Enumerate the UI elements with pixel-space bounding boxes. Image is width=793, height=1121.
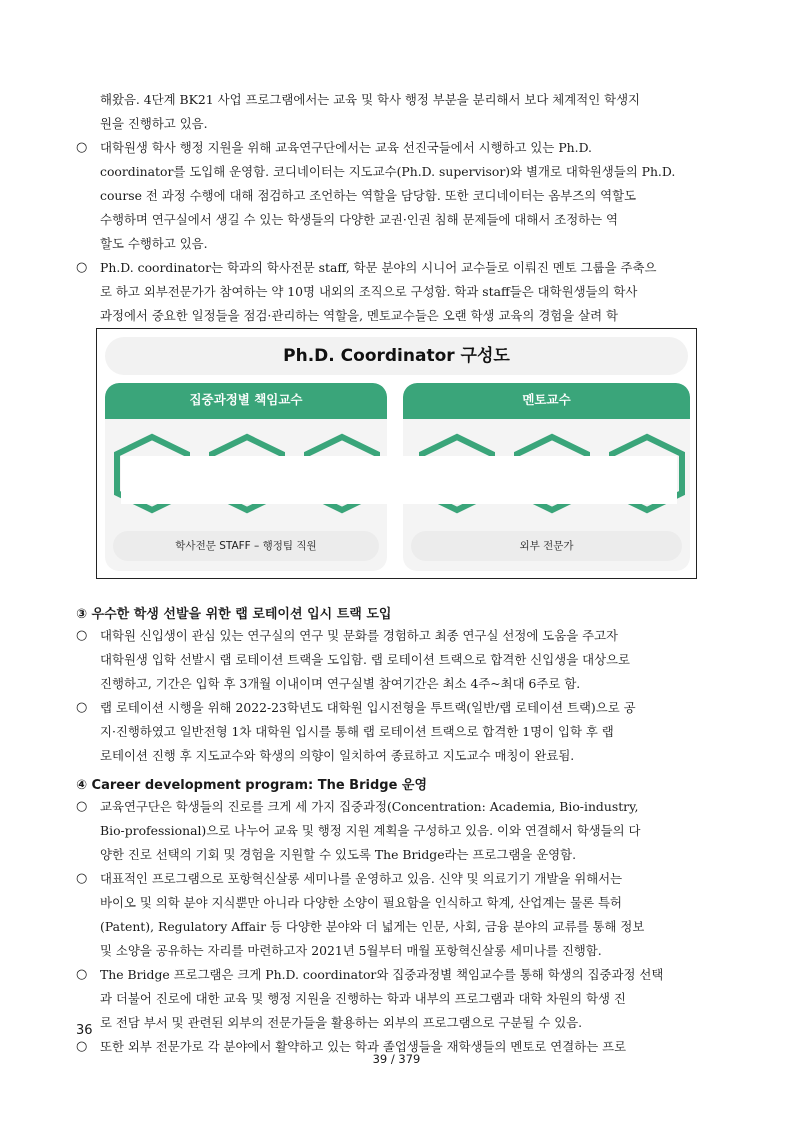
text-line: Bio-professional)으로 나누어 교육 및 행정 지원 계획을 구성하고 있음. 이와 연결해서 학생들의 다 bbox=[100, 823, 641, 838]
text-line: 교육연구단은 학생들의 진로를 크게 세 가지 집중과정(Concentration: Academia, Bio-industry, bbox=[100, 799, 639, 814]
text-line: 할도 수행하고 있음. bbox=[100, 236, 208, 251]
text-line: Ph.D. coordinator는 학과의 학사전문 staff, 학문 분야의 시니어 교수들로 이뤄진 멘토 그룹을 주축으 bbox=[100, 260, 657, 275]
text-line: 로 전담 부서 및 관련된 외부의 전문가들을 활용하는 외부의 프로그램으로 구분될 수 있음. bbox=[100, 1015, 583, 1030]
left-panel-footer: 학사전문 STAFF – 행정팀 직원 bbox=[113, 531, 379, 561]
text-line: 대표적인 프로그램으로 포항혁신살롱 세미나를 운영하고 있음. 신약 및 의료기기 개발을 위해서는 bbox=[100, 871, 623, 886]
paragraph bbox=[100, 963, 663, 1035]
right-panel-header: 멘토교수 bbox=[403, 383, 690, 419]
section3-title: 우수한 학생 선발을 위한 랩 로테이션 입시 트랙 도입 bbox=[91, 607, 392, 622]
text-line: 로 하고 외부전문가가 참여하는 약 10명 내외의 조직으로 구성함. 학과 staff들은 대학원생들의 학사 bbox=[100, 284, 638, 299]
text-line: 또한 외부 전문가로 각 분야에서 활약하고 있는 학과 졸업생들을 재학생들의 멘토로 연결하는 프로 bbox=[100, 1039, 627, 1054]
paragraph bbox=[100, 696, 636, 768]
paragraph bbox=[100, 867, 644, 963]
text-line: (Patent), Regulatory Affair 등 다양한 분야와 더 넓게는 인문, 사회, 금융 분야의 교류를 통해 정보 bbox=[100, 919, 645, 934]
section4-title: Career development program: The Bridge 운영 bbox=[91, 778, 428, 793]
section4-number: ④ bbox=[76, 778, 88, 793]
text-line: 과정에서 중요한 일정들을 점검·관리하는 역할을, 멘토교수들은 오랜 학생 교육의 경험을 살려 학 bbox=[100, 308, 619, 323]
paragraph bbox=[100, 795, 640, 867]
bullet-mark: ○ bbox=[76, 1039, 88, 1054]
right-panel-footer: 외부 전문가 bbox=[411, 531, 682, 561]
text-line: 지·진행하였고 일반전형 1차 대학원 입시를 통해 랩 로테이션 트랙으로 합격한 1명이 입학 후 랩 bbox=[100, 724, 614, 739]
text-line: 및 소양을 공유하는 자리를 마련하고자 2021년 5월부터 매월 포항혁신살롱 세미나를 진행함. bbox=[100, 943, 602, 958]
bullet-mark: ○ bbox=[76, 628, 88, 643]
text-line: coordinator를 도입해 운영함. 코디네이터는 지도교수(Ph.D. supervisor)와 별개로 대학원생들의 Ph.D. bbox=[100, 164, 676, 179]
text-line: 대학원 신입생이 관심 있는 연구실의 연구 및 문화를 경험하고 최종 연구실 선정에 도움을 주고자 bbox=[100, 628, 619, 643]
diagram-title: Ph.D. Coordinator 구성도 bbox=[105, 337, 688, 375]
text-line: course 전 과정 수행에 대해 점검하고 조언하는 역할을 담당함. 또한 코디네이터는 옴부즈의 역할도 bbox=[100, 188, 637, 203]
text-line: 수행하며 연구실에서 생길 수 있는 학생들의 다양한 교권·인권 침해 문제들에 대해서 조정하는 역 bbox=[100, 212, 619, 227]
text-line: 랩 로테이션 시행을 위해 2022-23학년도 대학원 입시전형을 투트랙(일반/랩 로테이션 트랙)으로 공 bbox=[100, 700, 636, 715]
bullet-mark: ○ bbox=[76, 967, 88, 982]
text-line: 바이오 및 의학 분야 지식뿐만 아니라 다양한 소양이 필요함을 인식하고 학계, 산업계는 물론 특허 bbox=[100, 895, 622, 910]
paragraph bbox=[100, 88, 640, 136]
section3-heading bbox=[76, 603, 391, 622]
text-line: 해왔음. 4단계 BK21 사업 프로그램에서는 교육 및 학사 행정 부분을 분리해서 보다 체계적인 학생지 bbox=[100, 92, 641, 107]
paragraph bbox=[100, 136, 675, 256]
text-line: 대학원생 학사 행정 지원을 위해 교육연구단에서는 교육 선진국들에서 시행하고 있는 Ph.D. bbox=[100, 140, 592, 155]
text-line: 로테이션 진행 후 지도교수와 학생의 의향이 일치하여 종료하고 지도교수 매칭이 완료됨. bbox=[100, 748, 575, 763]
text-line: 대학원생 입학 선발시 랩 로테이션 트랙을 도입함. 랩 로테이션 트랙으로 합격한 신입생을 대상으로 bbox=[100, 652, 630, 667]
left-panel-header: 집중과정별 책임교수 bbox=[105, 383, 387, 419]
text-line: 진행하고, 기간은 입학 후 3개월 이내이며 연구실별 참여기간은 최소 4주~최대 6주로 함. bbox=[100, 676, 581, 691]
bullet-mark: ○ bbox=[76, 140, 88, 155]
blank-band bbox=[121, 456, 677, 504]
text-line: 원을 진행하고 있음. bbox=[100, 116, 208, 131]
section4-heading bbox=[76, 774, 427, 793]
bullet-mark: ○ bbox=[76, 871, 88, 886]
bullet-mark: ○ bbox=[76, 799, 88, 814]
bullet-mark: ○ bbox=[76, 260, 88, 275]
text-line: The Bridge 프로그램은 크게 Ph.D. coordinator와 집중과정별 책임교수를 통해 학생의 집중과정 선택 bbox=[100, 967, 664, 982]
coordinator-diagram bbox=[96, 328, 697, 579]
text-line: 과 더불어 진로에 대한 교육 및 행정 지원을 진행하는 학과 내부의 프로그램과 대학 차원의 학생 진 bbox=[100, 991, 626, 1006]
text-line: 양한 진로 선택의 기회 및 경험을 지원할 수 있도록 The Bridge라는 프로그램을 운영함. bbox=[100, 847, 577, 862]
paragraph bbox=[100, 624, 630, 696]
page-counter: 39 / 379 bbox=[372, 1052, 421, 1066]
bullet-mark: ○ bbox=[76, 700, 88, 715]
page-number: 36 bbox=[76, 1023, 93, 1038]
section3-number: ③ bbox=[76, 607, 88, 622]
hexagon-icons bbox=[97, 329, 698, 580]
